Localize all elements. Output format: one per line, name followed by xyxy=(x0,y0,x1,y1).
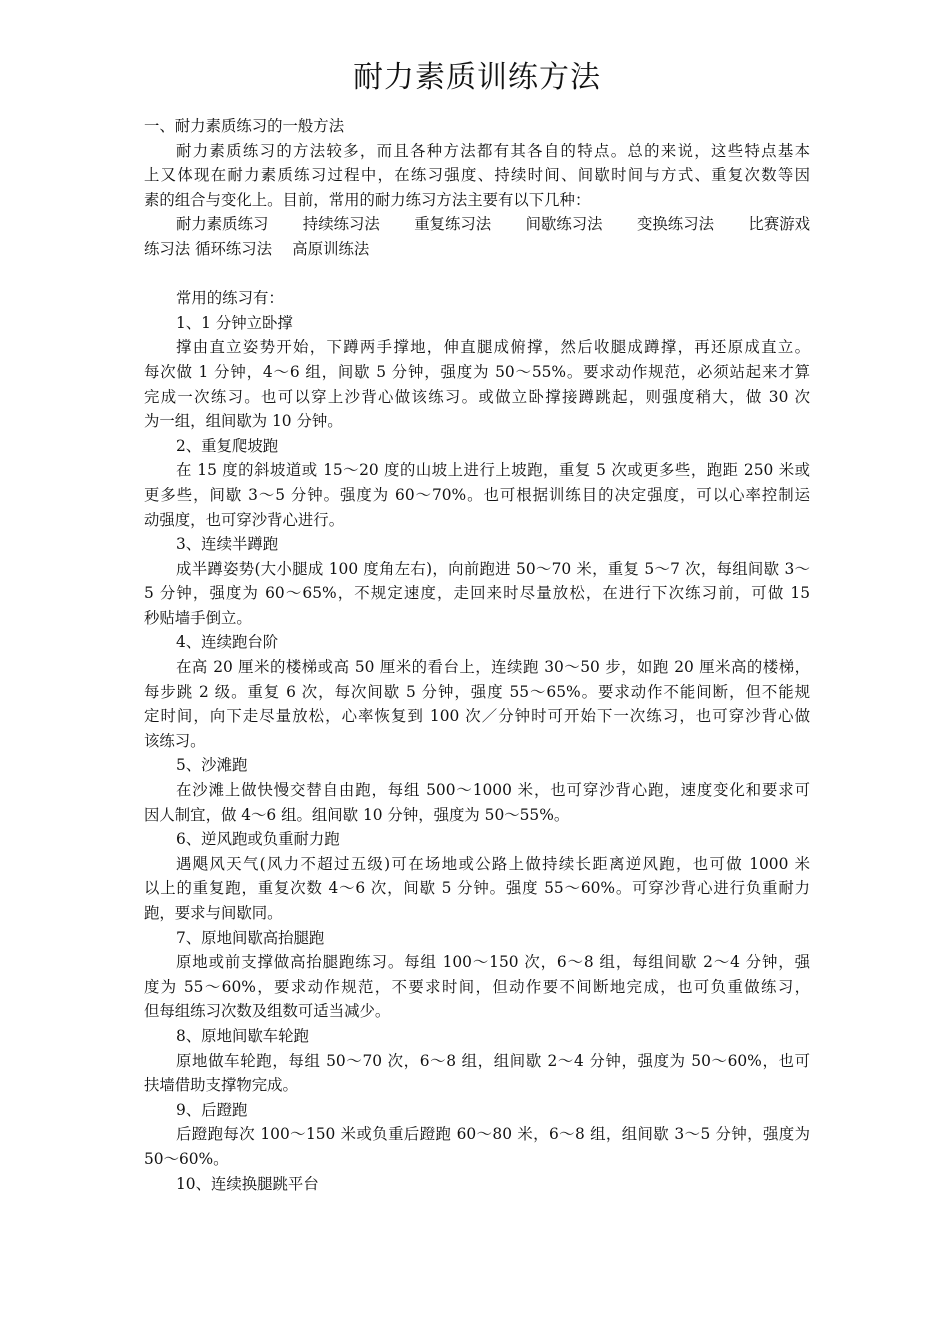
exercise-item xyxy=(144,753,810,827)
exercise-text-line: 50～60%。 xyxy=(144,1149,229,1168)
exercise-item xyxy=(144,434,810,532)
exercise-text-line: 动强度，也可穿沙背心进行。 xyxy=(144,510,345,529)
method-item: 持续练习法 xyxy=(302,215,380,234)
exercise-text-line: 遇飓风天气(风力不超过五级)可在场地或公路上做持续长距离逆风跑，也可做 1000 米 xyxy=(176,854,810,873)
exercise-heading: 5、沙滩跑 xyxy=(176,756,248,775)
exercise-heading: 1、1 分钟立卧撑 xyxy=(176,313,293,332)
exercise-heading: 8、原地间歇车轮跑 xyxy=(176,1026,309,1045)
intro-line: 耐力素质练习的方法较多，而且各种方法都有其各自的特点。总的来说，这些特点基本 xyxy=(176,141,810,160)
exercise-text-line: 度为 55～60%，要求动作规范，不要求时间，但动作要不间断地完成，也可负重做练习， xyxy=(144,977,810,996)
exercise-heading: 7、原地间歇高抬腿跑 xyxy=(176,928,325,947)
blank-line xyxy=(144,262,810,287)
intro-line: 上又体现在耐力素质练习过程中，在练习强度、持续时间、间歇时间与方式、重复次数等因 xyxy=(144,166,810,185)
exercise-item xyxy=(144,532,810,630)
exercise-text-line: 扶墙借助支撑物完成。 xyxy=(144,1076,298,1095)
method-item: 间歇练习法 xyxy=(525,215,603,234)
exercise-heading: 10、连续换腿跳平台 xyxy=(176,1174,319,1193)
exercise-list xyxy=(144,311,810,1196)
exercise-text-line: 但每组练习次数及组数可适当减少。 xyxy=(144,1002,391,1021)
section-heading: 一、耐力素质练习的一般方法 xyxy=(144,117,345,135)
page-title: 耐力素质训练方法 xyxy=(353,60,601,95)
exercise-text-line: 撑由直立姿势开始，下蹲两手撑地，伸直腿成俯撑，然后收腿成蹲撑，再还原成直立。 xyxy=(176,338,810,357)
exercise-item xyxy=(144,311,810,434)
exercise-text-line: 该练习。 xyxy=(144,731,206,750)
exercise-text-line: 每次做 1 分钟，4～6 组，间歇 5 分钟，强度为 50～55%。要求动作规范，必须站起来才算 xyxy=(144,362,810,381)
exercise-item xyxy=(144,926,810,1024)
exercise-item xyxy=(144,1024,810,1098)
method-item: 重复练习法 xyxy=(414,215,492,234)
exercise-text-line: 后蹬跑每次 100～150 米或负重后蹬跑 60～80 米，6～8 组，组间歇 3～5 分钟，强度为 xyxy=(176,1125,810,1144)
exercise-heading: 6、逆风跑或负重耐力跑 xyxy=(176,830,340,849)
exercise-text-line: 以上的重复跑，重复次数 4～6 次，间歇 5 分钟。强度 55～60%。可穿沙背心进行负重耐力 xyxy=(144,879,810,898)
exercise-item xyxy=(144,1098,810,1172)
exercise-item xyxy=(144,630,810,753)
method-item: 比赛游戏 xyxy=(748,215,810,234)
exercise-text-line: 更多些，间歇 3～5 分钟。强度为 60～70%。也可根据训练目的决定强度，可以心率控制运 xyxy=(144,485,810,504)
methods-list-continued: 练习法 循环练习法 高原训练法 xyxy=(144,239,370,258)
exercise-item xyxy=(144,1172,810,1197)
exercise-text-line: 原地做车轮跑，每组 50～70 次，6～8 组，组间歇 2～4 分钟，强度为 50～60%，也可 xyxy=(176,1051,810,1070)
exercise-text-line: 定时间，向下走尽量放松，心率恢复到 100 次／分钟时可开始下一次练习，也可穿沙背心做 xyxy=(144,707,810,726)
exercise-heading: 9、后蹬跑 xyxy=(176,1100,248,1119)
exercise-text-line: 每步跳 2 级。重复 6 次，每次间歇 5 分钟，强度 55～65%。要求动作不能间断，但不能规 xyxy=(144,682,810,701)
common-heading: 常用的练习有： xyxy=(176,289,284,308)
methods-list xyxy=(144,212,810,237)
exercise-text-line: 因人制宜，做 4～6 组。组间歇 10 分钟，强度为 50～55%。 xyxy=(144,805,570,824)
exercise-text-line: 秒贴墙手倒立。 xyxy=(144,608,252,627)
exercise-text-line: 成半蹲姿势(大小腿成 100 度角左右)，向前跑进 50～70 米，重复 5～7 次，每组间歇 3～ xyxy=(176,559,810,578)
exercise-text-line: 原地或前支撑做高抬腿跑练习。每组 100～150 次，6～8 组，每组间歇 2～4 分钟，强 xyxy=(176,953,810,972)
exercise-text-line: 为一组，组间歇为 10 分钟。 xyxy=(144,412,343,431)
method-item: 变换练习法 xyxy=(637,215,714,234)
exercise-item xyxy=(144,827,810,925)
exercise-heading: 2、重复爬坡跑 xyxy=(176,436,279,455)
exercise-text-line: 跑，要求与间歇同。 xyxy=(144,904,283,922)
exercise-text-line: 在高 20 厘米的楼梯或高 50 厘米的看台上，连续跑 30～50 步，如跑 20 厘米高的楼梯， xyxy=(176,658,810,677)
intro-line: 素的组合与变化上。目前，常用的耐力练习方法主要有以下几种： xyxy=(144,190,591,209)
exercise-text-line: 完成一次练习。也可以穿上沙背心做该练习。或做立卧撑接蹲跳起，则强度稍大，做 30 次 xyxy=(144,387,810,406)
exercise-text-line: 5 分钟，强度为 60～65%，不规定速度，走回来时尽量放松，在进行下次练习前，可做 15 xyxy=(144,584,810,603)
method-item: 耐力素质练习 xyxy=(176,215,269,234)
document-body xyxy=(144,114,810,1196)
exercise-text-line: 在 15 度的斜坡道或 15～20 度的山坡上进行上坡跑，重复 5 次或更多些，跑距 250 米或 xyxy=(176,461,810,480)
exercise-heading: 3、连续半蹲跑 xyxy=(176,535,279,554)
exercise-text-line: 在沙滩上做快慢交替自由跑，每组 500～1000 米，也可穿沙背心跑，速度变化和要求可 xyxy=(176,781,810,800)
exercise-heading: 4、连续跑台阶 xyxy=(176,633,279,652)
